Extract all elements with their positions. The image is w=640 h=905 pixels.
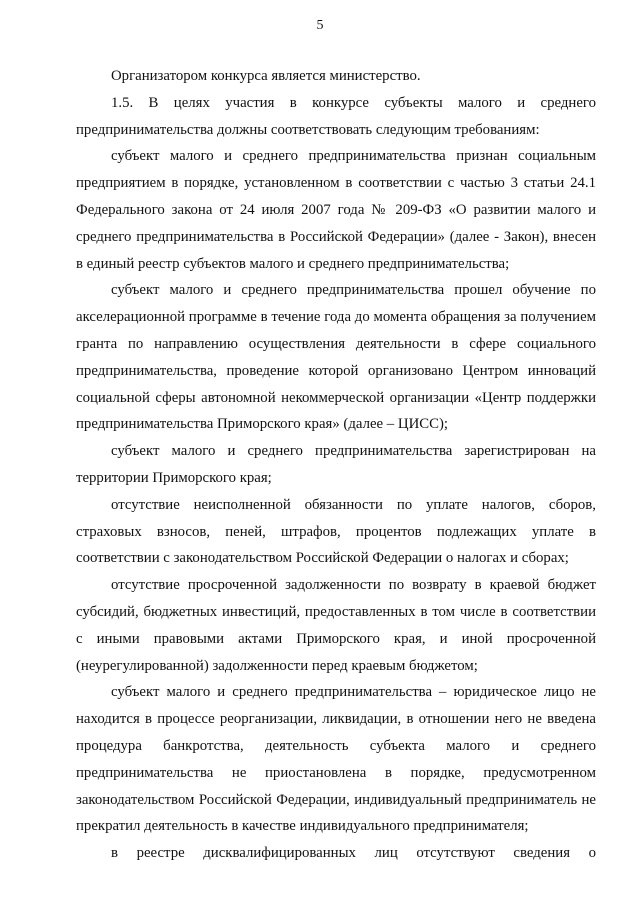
document-body — [76, 63, 596, 867]
paragraph-registration: субъект малого и среднего предпринимательства зарегистрирован на территории Приморского края; — [76, 443, 596, 486]
paragraph-acceleration-program: субъект малого и среднего предпринимательства прошел обучение по акселерационной программе в течение года до момента обращения за получением гранта по направлению осуществления деятельности в сфере социального предпринимательства, проведение которой организовано Центром инноваций социальной сферы автономной некоммерческой организации «Центр поддержки предпринимательства Приморского края» (далее – ЦИСС); — [76, 282, 596, 433]
paragraph-reorganization: субъект малого и среднего предпринимательства – юридическое лицо не находится в процессе реорганизации, ликвидации, в отношении него не введена процедура банкротства, деятельность субъекта малого и среднего предпринимательства не приостановлена в порядке, предусмотренном законодательством Российской Федерации, индивидуальный предприниматель не прекратил деятельность в качестве индивидуального предпринимателя; — [76, 684, 596, 835]
paragraph-tax-obligations: отсутствие неисполненной обязанности по уплате налогов, сборов, страховых взносов, пеней, штрафов, процентов подлежащих уплате в соответствии с законодательством Российской Федерации о налогах и сборах; — [76, 496, 596, 567]
paragraph-1-5-requirements: 1.5. В целях участия в конкурсе субъекты малого и среднего предпринимательства должны соответствовать следующим требованиям: — [76, 94, 596, 138]
paragraph-social-enterprise: субъект малого и среднего предпринимательства признан социальным предприятием в порядке, установленном в соответствии с частью 3 статьи 24.1 Федерального закона от 24 июля 2007 года № 209-ФЗ «О развитии малого и среднего предпринимательства в Российской Федерации» (далее - Закон), внесен в единый реестр субъектов малого и среднего предпринимательства; — [76, 148, 596, 272]
paragraph-organizer: Организатором конкурса является министерство. — [111, 68, 421, 84]
page-number: 5 — [316, 18, 324, 33]
paragraph-disqualified-registry: в реестре дисквалифицированных лиц отсутствуют сведения о — [111, 845, 596, 862]
paragraph-overdue-debt: отсутствие просроченной задолженности по возврату в краевой бюджет субсидий, бюджетных инвестиций, предоставленных в том числе в соответствии с иными правовыми актами Приморского края, и иной просроченной (неурегулированной) задолженности перед краевым бюджетом; — [76, 577, 596, 674]
